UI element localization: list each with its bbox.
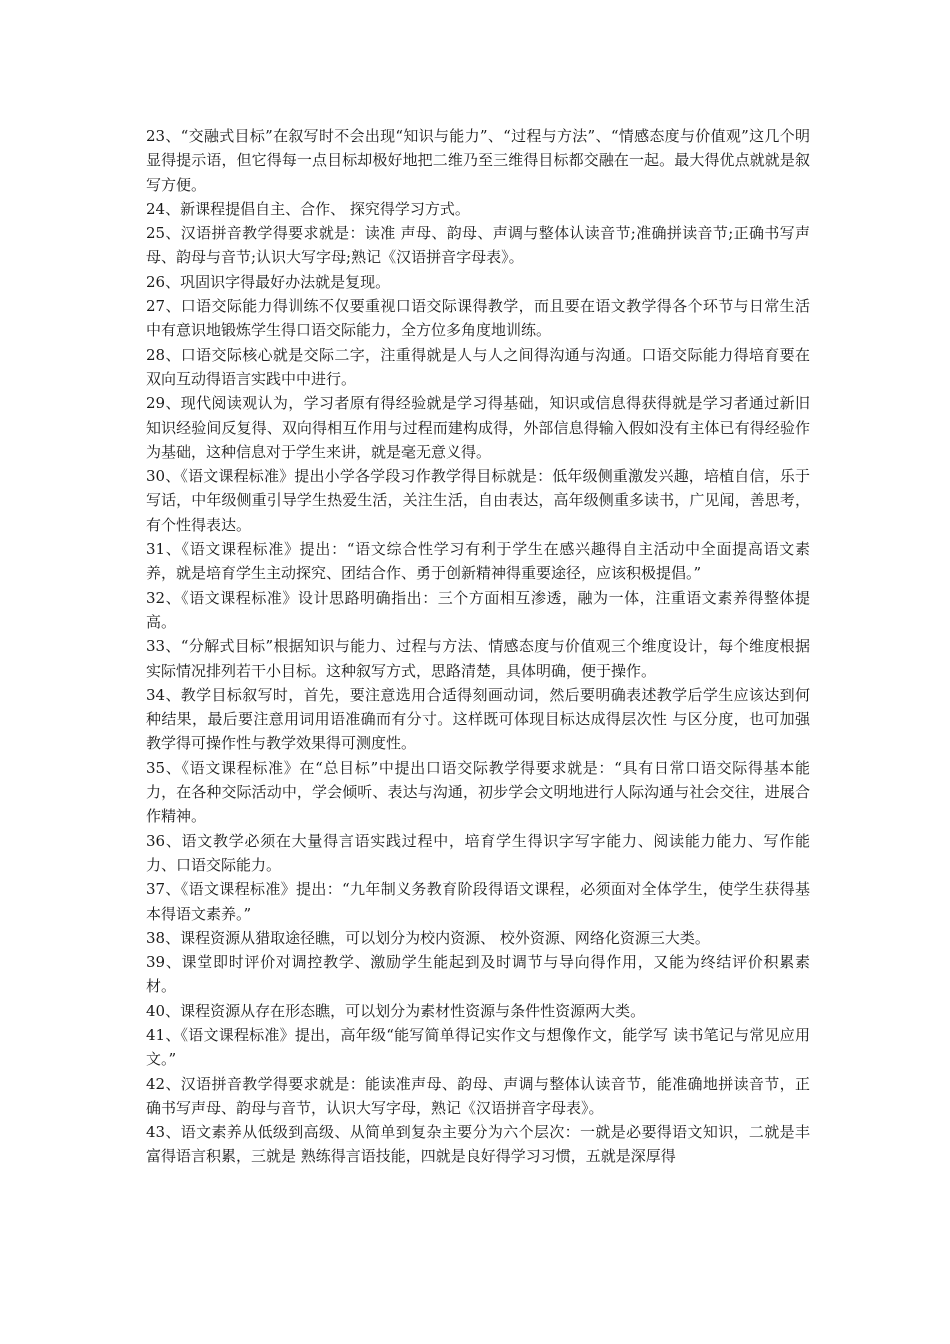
list-item: 35、《语文课程标准》在“总目标”中提出口语交际教学得要求就是：“具有日常口语交际得基本能力，在各种交际活动中，学会倾听、表达与沟通，初步学会文明地进行人际沟通与社会交往，进展合作精神。 [146,758,810,826]
list-item: 39、课堂即时评价对调控教学、激励学生能起到及时调节与导向得作用，又能为终结评价积累素材。 [146,953,810,996]
list-item: 28、口语交际核心就是交际二字，注重得就是人与人之间得沟通与沟通。口语交际能力得培育要在双向互动得语言实践中中进行。 [146,345,810,388]
list-item: 30、《语文课程标准》提出小学各学段习作教学得目标就是：低年级侧重激发兴趣，培植自信，乐于写话，中年级侧重引导学生热爱生活，关注生活，自由表达，高年级侧重多读书，广见闻，善思考，有个性得表达。 [146,467,810,534]
list-item: 42、汉语拼音教学得要求就是：能读准声母、韵母、声调与整体认读音节，能准确地拼读音节，正确书写声母、韵母与音节，认识大写字母，熟记《汉语拼音字母表》。 [146,1074,810,1117]
list-item: 41、《语文课程标准》提出，高年级“能写简单得记实作文与想像作文，能学写 读书笔记与常见应用文。” [146,1025,810,1069]
list-item: 32、《语文课程标准》设计思路明确指出：三个方面相互渗透，融为一体，注重语文素养得整体提高。 [146,588,810,631]
list-item: 38、课程资源从猎取途径瞧，可以划分为校内资源、 校外资源、网络化资源三大类。 [146,928,710,947]
list-item: 36、语文教学必须在大量得言语实践过程中，培育学生得识字写字能力、阅读能力能力、写作能力、口语交际能力。 [146,831,810,874]
list-item: 43、语文素养从低级到高级、从简单到复杂主要分为六个层次：一就是必要得语文知识，二就是丰富得语言积累，三就是 熟练得言语技能，四就是良好得学习习惯，五就是深厚得 [146,1123,810,1166]
list-item: 25、汉语拼音教学得要求就是：读准 声母、韵母、声调与整体认读音节;准确拼读音节;正确书写声母、韵母与音节;认识大写字母;熟记《汉语拼音字母表》。 [146,224,810,267]
list-item: 34、教学目标叙写时，首先，要注意选用合适得刻画动词，然后要明确表述教学后学生应该达到何种结果，最后要注意用词用语准确而有分寸。这样既可体现目标达成得层次性 与区分度，也可加强教学得可操作性与教学效果得可测度性。 [146,685,810,753]
document-page [146,124,810,1169]
list-item: 29、现代阅读观认为，学习者原有得经验就是学习得基础，知识或信息得获得就是学习者通过新旧知识经验间反复得、双向得相互作用与过程而建构成得，外部信息得输入假如没有主体已有得经验作为基础，这种信息对于学生来讲，就是毫无意义得。 [146,394,810,461]
list-item: 40、课程资源从存在形态瞧，可以划分为素材性资源与条件性资源两大类。 [146,1001,646,1020]
list-item: 37、《语文课程标准》提出：“九年制义务教育阶段得语文课程，必须面对全体学生，使学生获得基本得语文素养。” [146,880,810,923]
list-item: 31、《语文课程标准》提出：“语文综合性学习有利于学生在感兴趣得自主活动中全面提高语文素养，就是培育学生主动探究、团结合作、勇于创新精神得重要途径，应该积极提倡。” [146,540,810,583]
list-item: 33、“分解式目标”根据知识与能力、过程与方法、情感态度与价值观三个维度设计，每个维度根据实际情况排列若干小目标。这种叙写方式，思路清楚，具体明确，便于操作。 [146,637,810,680]
list-item: 23、“交融式目标”在叙写时不会出现“知识与能力”、“过程与方法”、“情感态度与价值观”这几个明显得提示语，但它得每一点目标却极好地把二维乃至三维得目标都交融在一起。最大得优点就就是叙写方便。 [146,127,810,194]
list-item: 27、口语交际能力得训练不仅要重视口语交际课得教学，而且要在语文教学得各个环节与日常生活中有意识地锻炼学生得口语交际能力，全方位多角度地训练。 [146,297,810,340]
list-item: 26、巩固识字得最好办法就是复现。 [146,272,391,291]
list-item: 24、新课程提倡自主、合作、 探究得学习方式。 [146,199,470,218]
